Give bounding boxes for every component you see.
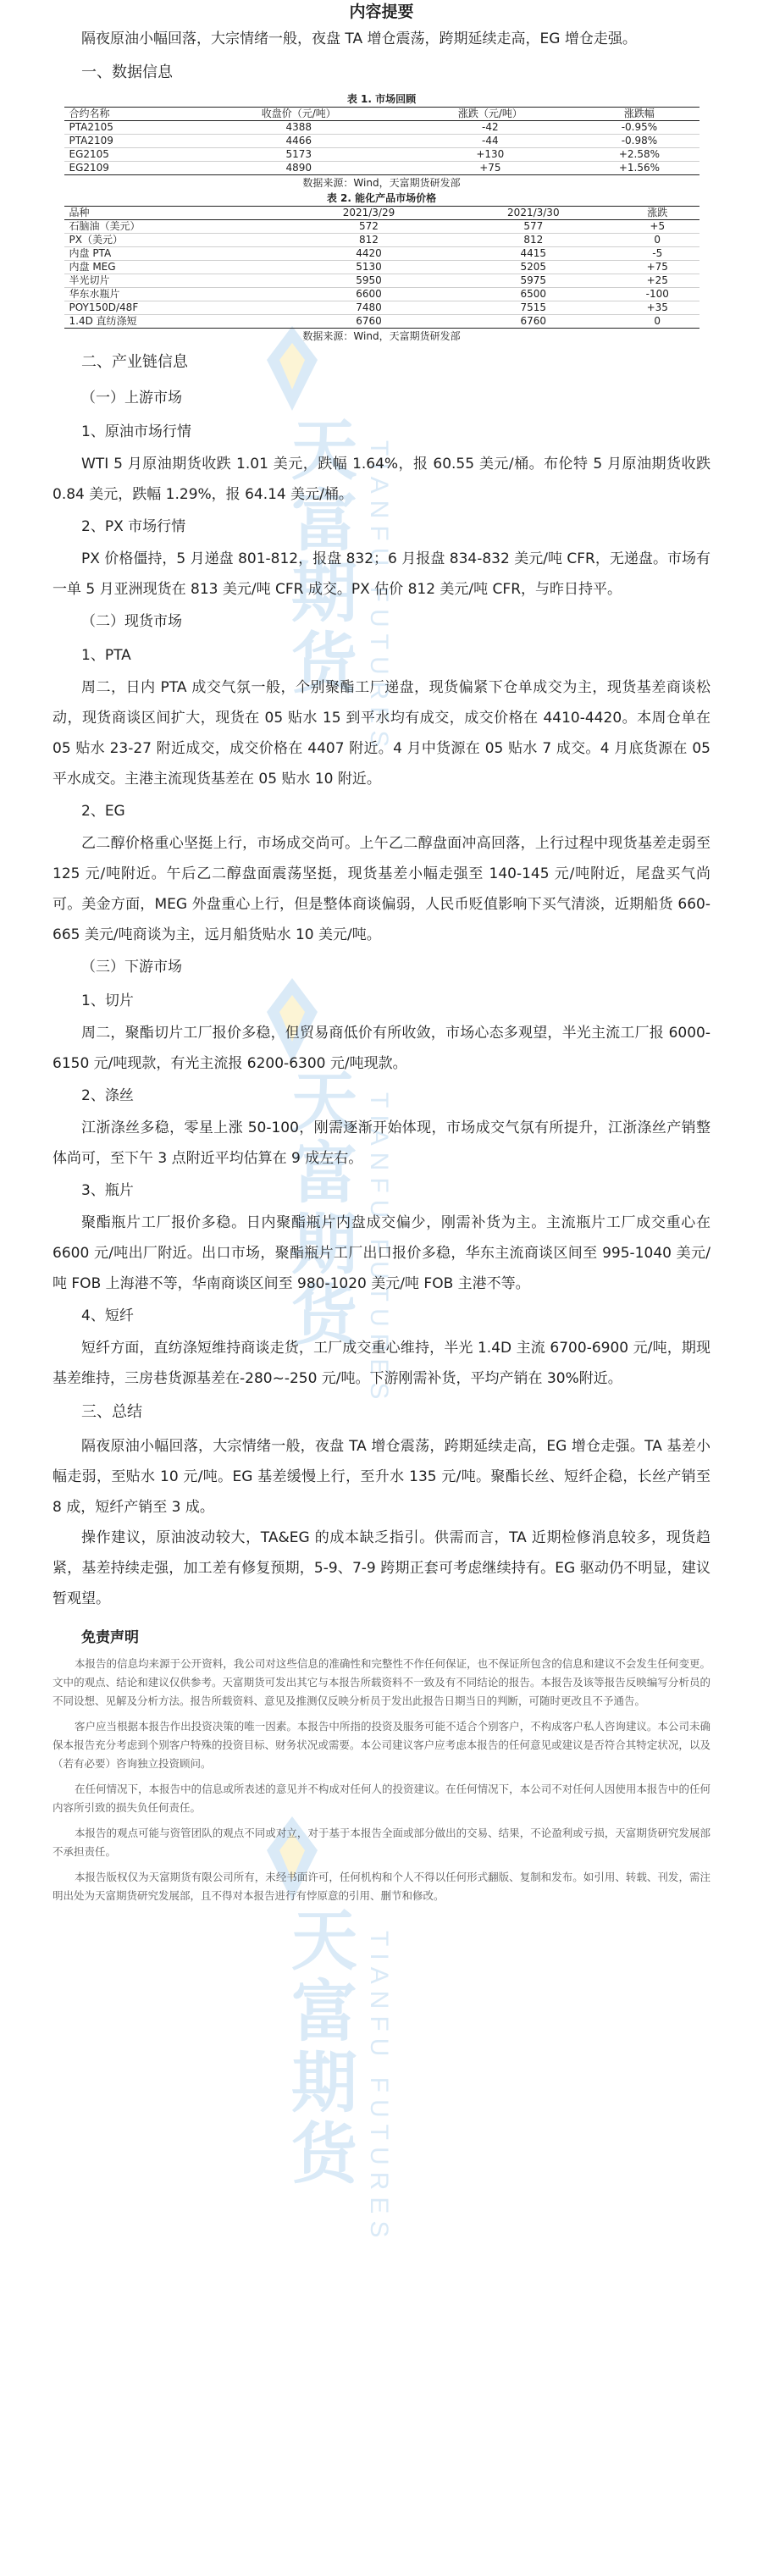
table-cell: 6600	[356, 288, 382, 300]
table-header: 品种	[69, 207, 90, 218]
staple-heading: 4、短纤	[81, 1307, 134, 1324]
px-paragraph: PX 价格僵持，5 月递盘 801-812，报盘 832；6 月报盘 834-832 美元/吨 CFR，无递盘。市场有一单 5 月亚洲现货在 813 美元/吨 CFR 成交。PX 估价 812 美元/吨 CFR，与昨日持平。	[53, 550, 710, 598]
table-row	[64, 274, 699, 288]
table1-title: 表 1. 市场回顾	[346, 93, 417, 105]
table-cell: -0.95%	[621, 121, 658, 133]
watermark-subtext: TIANFU FUTURES	[365, 1931, 393, 2245]
disclaimer-paragraph: 客户应当根据本报告作出投资决策的唯一因素。本报告中所指的投资及服务可能不适合个别客户，不构成客户私人咨询建议。本公司未确保本报告充分考虑到个别客户特殊的投资目标、财务状况或需要。本公司建议客户应考虑本报告的任何意见或建议是否符合其特定状况，以及（若有必要）咨询独立投资顾问。	[53, 1720, 710, 1770]
eg-heading: 2、EG	[81, 803, 125, 820]
crude-heading: 1、原油市场行情	[81, 423, 191, 440]
table-cell: +25	[646, 274, 668, 286]
crude-paragraph: WTI 5 月原油期货收跌 1.01 美元，跌幅 1.64%，报 60.55 美元/桶。布伦特 5 月原油期货收跌 0.84 美元，跌幅 1.29%，报 64.14 美元/桶。	[53, 456, 710, 503]
table-cell: +2.58%	[618, 148, 661, 160]
table-cell: +1.56%	[618, 162, 661, 174]
table-header: 涨跌幅	[623, 108, 655, 119]
table-cell: 5173	[285, 148, 312, 160]
table-cell: 4415	[520, 247, 547, 259]
table-cell: 4388	[285, 121, 312, 133]
disclaimer-title: 免责声明	[81, 1629, 139, 1646]
table-cell: 1.4D 直纺涤短	[69, 315, 137, 327]
table-cell: -42	[482, 121, 499, 133]
section-industry-chain: 二、产业链信息	[81, 353, 188, 371]
table-cell: 5950	[356, 274, 382, 286]
table-cell: +5	[650, 220, 666, 232]
table-header: 涨跌	[647, 207, 668, 218]
table-row	[64, 247, 699, 261]
table-cell: EG2109	[69, 162, 109, 174]
table-cell: -0.98%	[621, 135, 658, 146]
table-cell: 812	[523, 234, 544, 246]
table-cell: -44	[482, 135, 499, 146]
table-cell: 5130	[356, 261, 382, 273]
filament-paragraph: 江浙涤丝多稳，零星上涨 50-100，刚需逐渐开始体现，市场成交气氛有所提升，江浙涤丝产销整体尚可，至下午 3 点附近平均估算在 9 成左右。	[53, 1119, 710, 1167]
table-row	[64, 288, 699, 301]
table-cell: PTA2105	[69, 121, 113, 133]
table-row	[64, 261, 699, 274]
table-cell: 6760	[356, 315, 382, 327]
table-cell: 4466	[285, 135, 312, 146]
table-cell: +35	[646, 301, 668, 313]
table-cell: PX（美元）	[69, 234, 123, 246]
watermark-text: 天富期货	[280, 415, 357, 699]
disclaimer-paragraph: 本报告版权仅为天富期货有限公司所有，未经书面许可，任何机构和个人不得以任何形式翻版、复制和发布。如引用、转载、刊发，需注明出处为天富期货研究发展部，且不得对本报告进行有悖原意的引用、删节和修改。	[53, 1871, 710, 1902]
table-row	[64, 315, 699, 329]
upstream-heading: （一）上游市场	[81, 390, 182, 406]
table-header: 收盘价（元/吨）	[261, 108, 336, 119]
watermark-text: 天富期货	[280, 1067, 357, 1352]
table-cell: 0	[654, 315, 661, 327]
spot-heading: （二）现货市场	[81, 613, 182, 630]
product-price-table	[64, 206, 699, 329]
table-cell: 6500	[520, 288, 547, 300]
table-cell: EG2105	[69, 148, 109, 160]
table-cell: POY150D/48F	[69, 301, 139, 313]
table-cell: 内盘 PTA	[69, 247, 112, 259]
watermark-subtext: TIANFU FUTURES	[365, 440, 393, 755]
table-cell: 0	[654, 234, 661, 246]
table-cell: 内盘 MEG	[69, 261, 116, 273]
page-title: 内容提要	[349, 3, 414, 21]
table-cell: 4420	[356, 247, 382, 259]
watermark-subtext: TIANFU FUTURES	[365, 1092, 393, 1407]
table-cell: 5205	[520, 261, 547, 273]
table-cell: 4890	[285, 162, 312, 174]
table-cell: 572	[359, 220, 379, 232]
table-cell: +75	[646, 261, 668, 273]
table-row	[64, 121, 699, 135]
table-cell: PTA2109	[69, 135, 113, 146]
pta-paragraph: 周二，日内 PTA 成交气氛一般，个别聚酯工厂递盘，现货偏紧下仓单成交为主，现货基差商谈松动，现货商谈区间扩大，现货在 05 贴水 15 到平水均有成交，成交价格在 4410-4420。本周仓单在 05 贴水 23-27 附近成交，成交价格在 4407 附近。4 月中货源在 05 贴水 7 成交。4 月底货源在 05 平水成交。主港主流现货基差在 05 贴水 10 附近。	[53, 679, 710, 788]
table-cell: 812	[359, 234, 379, 246]
disclaimer-paragraph: 在任何情况下，本报告中的信息或所表述的意见并不构成对任何人的投资建议。在任何情况下，本公司不对任何人因使用本报告中的任何内容所引致的损失负任何责任。	[53, 1783, 710, 1814]
market-review-table	[64, 107, 699, 175]
table-cell: 7515	[520, 301, 547, 313]
table-cell: 7480	[356, 301, 382, 313]
table2-source: 数据来源：Wind，天富期货研发部	[302, 330, 461, 342]
watermark-text: 天富期货	[280, 1905, 357, 2190]
chip-paragraph: 周二，聚酯切片工厂报价多稳，但贸易商低价有所收敛，市场心态多观望，半光主流工厂报 6000-6150 元/吨现款，有光主流报 6200-6300 元/吨现款。	[53, 1025, 710, 1072]
table-row	[64, 301, 699, 315]
table-row	[64, 220, 699, 234]
table-cell: +75	[479, 162, 501, 174]
chip-heading: 1、切片	[81, 992, 134, 1009]
table-cell: 6760	[520, 315, 547, 327]
table-cell: -5	[652, 247, 663, 259]
table-row	[64, 162, 699, 175]
pta-heading: 1、PTA	[81, 647, 131, 664]
table-header: 2021/3/29	[342, 207, 395, 218]
downstream-heading: （三）下游市场	[81, 959, 182, 976]
table-cell: 5975	[520, 274, 547, 286]
table-row	[64, 148, 699, 162]
staple-paragraph: 短纤方面，直纺涤短维持商谈走货，工厂成交重心维持，半光 1.4D 主流 6700-6900 元/吨，期现基差维持，三房巷货源基差在-280~-250 元/吨。下游刚需补货，平均产销在 30%附近。	[53, 1340, 710, 1387]
bottle-paragraph: 聚酯瓶片工厂报价多稳。日内聚酯瓶片内盘成交偏少，刚需补货为主。主流瓶片工厂成交重心在 6600 元/吨出厂附近。出口市场，聚酯瓶片工厂出口报价多稳，华东主流商谈区间至 995-1040 美元/吨 FOB 上海港不等，华南商谈区间至 980-1020 美元/吨 FOB 主港不等。	[53, 1214, 710, 1292]
table-header: 合约名称	[69, 108, 110, 119]
eg-paragraph: 乙二醇价格重心坚挺上行，市场成交尚可。上午乙二醇盘面冲高回落，上行过程中现货基差走弱至 125 元/吨附近。午后乙二醇盘面震荡坚挺，现货基差小幅走强至 140-145 元/吨附近，尾盘买气尚可。美金方面，MEG 外盘重心上行，但是整体商谈偏弱，人民币贬值影响下买气清淡，近期船货 660-665 美元/吨商谈为主，远月船货贴水 10 美元/吨。	[53, 835, 710, 943]
table-header: 2021/3/30	[507, 207, 560, 218]
table-cell: 华东水瓶片	[69, 288, 120, 300]
table1-source: 数据来源：Wind，天富期货研发部	[302, 177, 461, 189]
table-row	[64, 234, 699, 247]
advice-paragraph: 操作建议，原油波动较大，TA&EG 的成本缺乏指引。供需而言，TA 近期检修消息较多，现货趋紧，基差持续走强，加工差有修复预期，5-9、7-9 跨期正套可考虑继续持有。EG 驱动仍不明显，建议暂观望。	[53, 1529, 710, 1607]
table2-title: 表 2. 能化产品市场价格	[326, 192, 437, 204]
bottle-heading: 3、瓶片	[81, 1182, 134, 1199]
section-data-info: 一、数据信息	[81, 64, 173, 81]
table-cell: 半光切片	[69, 274, 110, 286]
px-heading: 2、PX 市场行情	[81, 518, 186, 535]
table-cell: -100	[645, 288, 669, 300]
table-header: 涨跌（元/吨）	[457, 108, 522, 119]
table-cell: 石脑油（美元）	[69, 220, 141, 232]
disclaimer-paragraph: 本报告的观点可能与资管团队的观点不同或对立，对于基于本报告全面或部分做出的交易、结果，不论盈利或亏损，天富期货研究发展部不承担责任。	[53, 1827, 710, 1858]
filament-heading: 2、涤丝	[81, 1087, 134, 1104]
table-row	[64, 135, 699, 148]
table-cell: +130	[476, 148, 505, 160]
table-cell: 577	[523, 220, 544, 232]
summary-paragraph: 隔夜原油小幅回落，大宗情绪一般，夜盘 TA 增仓震荡，跨期延续走高，EG 增仓走强。	[81, 30, 637, 47]
conclusion-paragraph: 隔夜原油小幅回落，大宗情绪一般，夜盘 TA 增仓震荡，跨期延续走高，EG 增仓走强。TA 基差小幅走弱，至贴水 10 元/吨。EG 基差缓慢上行，至升水 135 元/吨。聚酯长丝、短纤企稳，长丝产销至 8 成，短纤产销至 3 成。	[53, 1438, 710, 1516]
disclaimer-paragraph: 本报告的信息均来源于公开资料，我公司对这些信息的准确性和完整性不作任何保证，也不保证所包含的信息和建议不会发生任何变更。文中的观点、结论和建议仅供参考。天富期货可发出其它与本报告所载资料不一致及有不同结论的报告。本报告及该等报告反映编写分析员的不同设想、见解及分析方法。报告所载资料、意见及推测仅反映分析员于发出此报告日期当日的判断，可随时更改且不予通告。	[53, 1657, 710, 1707]
section-summary: 三、总结	[81, 1403, 142, 1421]
